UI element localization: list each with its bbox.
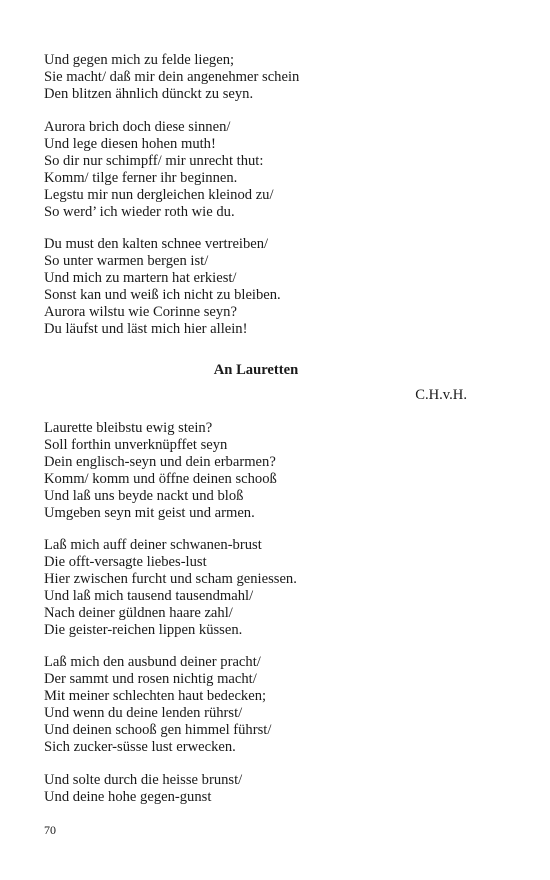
verse-line: Legstu mir nun dergleichen kleinod zu/ — [44, 187, 274, 203]
page-number: 70 — [44, 823, 56, 837]
verse-line: Mit meiner schlechten haut bedecken; — [44, 688, 267, 704]
verse-line: Aurora wilstu wie Corinne seyn? — [44, 304, 237, 320]
verse-line: Sonst kan und weiß ich nicht zu bleiben. — [44, 287, 281, 303]
verse-line: Und solte durch die heisse brunst/ — [44, 772, 243, 788]
verse-line: So unter warmen bergen ist/ — [44, 253, 209, 269]
stanza-1 — [44, 52, 484, 103]
verse-line: Dein englisch-seyn und dein erbarmen? — [44, 454, 276, 470]
stanza-2 — [44, 119, 484, 221]
stanza-3 — [44, 236, 484, 338]
verse-line: Du must den kalten schnee vertreiben/ — [44, 236, 269, 252]
verse-line: Und deine hohe gegen-gunst — [44, 789, 212, 805]
verse-line: Und lege diesen hohen muth! — [44, 136, 216, 152]
verse-line: Die geister-reichen lippen küssen. — [44, 622, 243, 638]
verse-line: Sie macht/ daß mir dein angenehmer schein — [44, 69, 300, 85]
verse-line: Und mich zu martern hat erkiest/ — [44, 270, 237, 286]
verse-line: Der sammt und rosen nichtig macht/ — [44, 671, 257, 687]
verse-line: Und deinen schooß gen himmel führst/ — [44, 722, 272, 738]
stanza-5 — [44, 537, 484, 639]
verse-line: Sich zucker-süsse lust erwecken. — [44, 739, 236, 755]
verse-line: Du läufst und läst mich hier allein! — [44, 321, 248, 337]
verse-line: Und laß mich tausend tausendmahl/ — [44, 588, 254, 604]
verse-line: So dir nur schimpff/ mir unrecht thut: — [44, 153, 264, 169]
verse-line: Komm/ tilge ferner ihr beginnen. — [44, 170, 238, 186]
verse-line: Den blitzen ähnlich dünckt zu seyn. — [44, 86, 254, 102]
author-initials: C.H.v.H. — [415, 387, 467, 403]
verse-line: Soll forthin unverknüpffet seyn — [44, 437, 228, 453]
verse-line: Hier zwischen furcht und scham geniessen. — [44, 571, 297, 587]
verse-line: So werd’ ich wieder roth wie du. — [44, 204, 235, 220]
poem-title: An Lauretten — [213, 362, 299, 378]
verse-line: Aurora brich doch diese sinnen/ — [44, 119, 231, 135]
stanza-6 — [44, 654, 484, 756]
stanza-4 — [44, 420, 484, 522]
verse-line: Laß mich auff deiner schwanen-brust — [44, 537, 262, 553]
verse-line: Nach deiner güldnen haare zahl/ — [44, 605, 233, 621]
verse-line: Laurette bleibstu ewig stein? — [44, 420, 213, 436]
stanza-7 — [44, 772, 484, 806]
verse-line: Die offt-versagte liebes-lust — [44, 554, 207, 570]
verse-line: Und gegen mich zu felde liegen; — [44, 52, 235, 68]
verse-line: Komm/ komm und öffne deinen schooß — [44, 471, 277, 487]
verse-line: Umgeben seyn mit geist und armen. — [44, 505, 255, 521]
verse-line: Und laß uns beyde nackt und bloß — [44, 488, 244, 504]
verse-line: Und wenn du deine lenden rührst/ — [44, 705, 243, 721]
verse-line: Laß mich den ausbund deiner pracht/ — [44, 654, 261, 670]
